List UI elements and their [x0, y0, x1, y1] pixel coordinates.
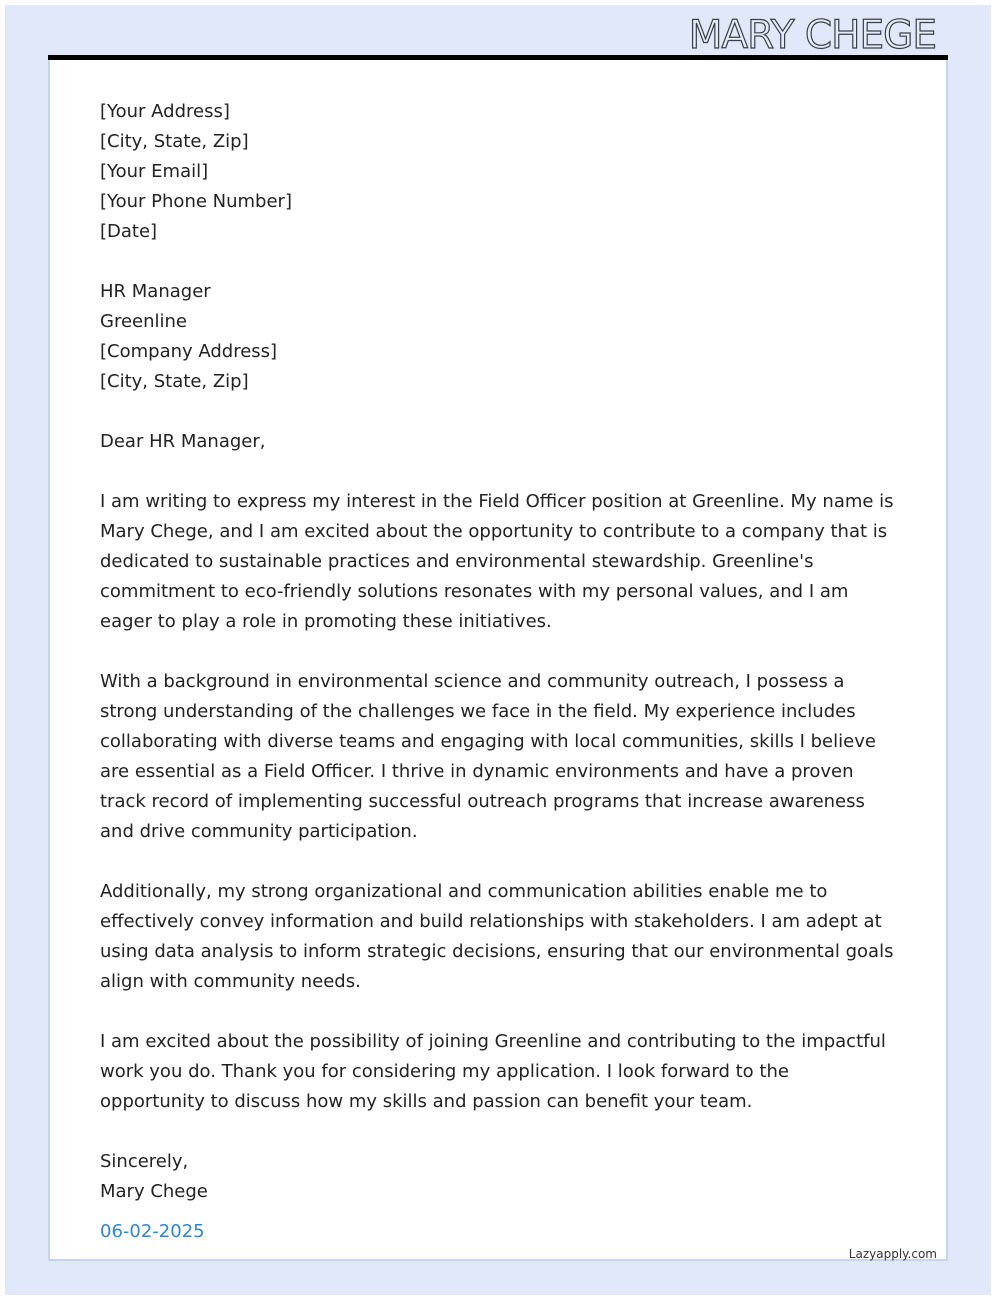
- body-paragraph: With a background in environmental science and community outreach, I possess a strong understanding of the challenges we face in the field. My experience includes collaborating with diverse teams and engaging with local communities, skills I believe are essential as a Field Officer. I thrive in dynamic environments and have a proven track record of implementing successful outreach programs that increase awareness and drive community participation.: [100, 671, 876, 842]
- salutation: Dear HR Manager,: [100, 431, 266, 452]
- recipient-block: [100, 277, 900, 397]
- spacer: [100, 397, 900, 427]
- brand-watermark: Lazyapply.com: [848, 1247, 937, 1261]
- sender-date: [Date]: [100, 221, 158, 242]
- spacer: [100, 247, 900, 277]
- closing-block: [100, 1147, 900, 1207]
- sender-address: [Your Address]: [100, 101, 230, 122]
- spacer: [100, 1117, 900, 1147]
- footer-date: 06-02-2025: [100, 1221, 205, 1242]
- sender-block: [100, 97, 900, 247]
- sender-phone: [Your Phone Number]: [100, 191, 292, 212]
- recipient-city-state-zip: [City, State, Zip]: [100, 371, 249, 392]
- signature-name: Mary Chege: [100, 1181, 208, 1202]
- recipient-address: [Company Address]: [100, 341, 278, 362]
- letter-content: [100, 97, 900, 1247]
- sender-email: [Your Email]: [100, 161, 209, 182]
- spacer: [100, 637, 900, 667]
- body-paragraph: I am excited about the possibility of joining Greenline and contributing to the impactful work you do. Thank you for considering my application. I look forward to the opportunity to discuss how my skills and passion can benefit your team.: [100, 1031, 886, 1112]
- spacer: [100, 457, 900, 487]
- body-paragraph: Additionally, my strong organizational and communication abilities enable me to effectively convey information and build relationships with stakeholders. I am adept at using data analysis to inform strategic decisions, ensuring that our environmental goals align with community needs.: [100, 881, 894, 992]
- body-paragraph: I am writing to express my interest in the Field Officer position at Greenline. My name is Mary Chege, and I am excited about the opportunity to contribute to a company that is dedicated to sustainable practices and environmental stewardship. Greenline's commitment to eco-friendly solutions resonates with my personal values, and I am eager to play a role in promoting these initiatives.: [100, 491, 894, 632]
- spacer: [100, 847, 900, 877]
- applicant-name-heading: MARY CHEGE: [688, 13, 936, 58]
- recipient-company: Greenline: [100, 311, 187, 332]
- spacer: [100, 997, 900, 1027]
- recipient-title: HR Manager: [100, 281, 211, 302]
- sender-city-state-zip: [City, State, Zip]: [100, 131, 249, 152]
- sign-off: Sincerely,: [100, 1151, 189, 1172]
